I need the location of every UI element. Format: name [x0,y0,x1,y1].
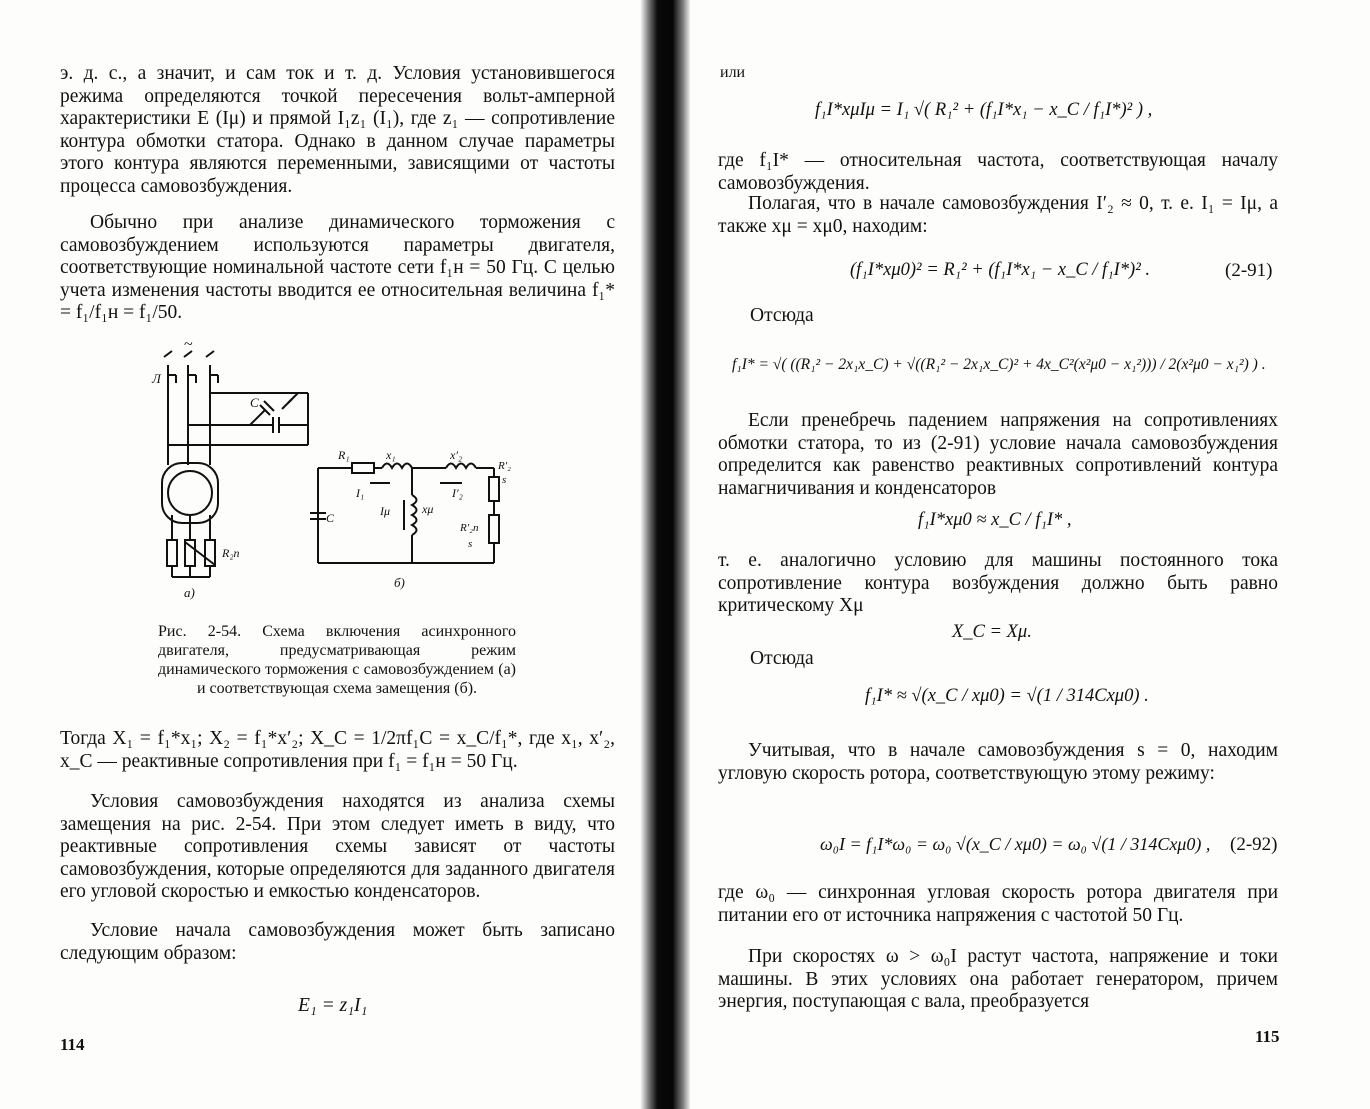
formula-4: f₁I*xμ0 ≈ x_C / f₁I* , [918,510,1072,530]
formula-5: X_C = Xμ. [952,622,1032,642]
left-page [0,0,640,1109]
supply-tilde: ~ [184,336,193,353]
label-b: б) [394,575,405,590]
right-paragraph-2: Полагая, что в начале самовозбуждения I′₂ ≈ 0, т. е. I₁ = Iμ, а также xμ = xμ0, находим: [718,193,1278,237]
formula-3: f₁I* = √( ((R₁² − 2x₁x_C) + √((R₁² − 2x₁x_C)² + 4x_C²(x²μ0 − x₁²))) / 2(x²μ0 − x₁²) ) . [732,356,1266,373]
left-paragraph-5: Условие начала самовозбуждения может быть записано следующим образом: [60,920,615,964]
left-paragraph-2: Обычно при анализе динамического торможения с самовозбуждением используются параметры двигателя, соответствующие номинальной частоте сети f₁н = 50 Гц. С целью учета изменения частоты вводится ее относительная величина f₁* = f₁/f₁н = f₁/50. [60,212,615,323]
right-paragraph-5: Учитывая, что в начале самовозбуждения s = 0, находим угловую скорость ротора, соответствующую этому режиму: [718,740,1278,784]
page-number-right: 115 [1255,1027,1280,1046]
right-paragraph-3: Если пренебречь падением напряжения на сопротивлениях обмотки статора, то из (2-91) условие начала самовозбуждения определится как равенство реактивных сопротивлений контура намагничивания и конденсаторов [718,410,1278,499]
label-xmu: xμ [422,502,434,516]
book-spine [640,0,690,1109]
otsyuda-2: Отсюда [750,648,814,669]
equation-number-2-92: (2-92) [1230,834,1278,855]
right-paragraph-4: т. е. аналогично условию для машины постоянного тока сопротивление контура возбуждения должно быть равно критическому Xμ [718,550,1278,616]
formula-e1: E₁ = z₁I₁ [298,995,368,1016]
circuit-figure [140,335,520,600]
label-x1: x₁ [386,448,396,462]
label-x2: x′₂ [450,448,463,462]
right-page [690,0,1370,1109]
label-r2-num: R′₂ [498,460,511,472]
label-i1: I₁ [356,486,365,500]
label-i2: I′₂ [452,486,463,500]
label-r2p: R₂п [222,546,240,560]
label-c2: C [326,511,335,525]
right-paragraph-1: где f₁I* — относительная частота, соответствующая началу самовозбуждения. [718,150,1278,194]
right-paragraph-7: При скоростях ω > ω₀I растут частота, напряжение и токи машины. В этих условиях она работает генератором, причем энергия, поступающая с вала, преобразуется [718,946,1278,1012]
equation-number-2-91: (2-91) [1225,260,1273,281]
left-paragraph-3: Тогда X₁ = f₁*x₁; X₂ = f₁*x′₂; X_C = 1/2πf₁C = x_C/f₁*, где x₁, x′₂, x_C — реактивные сопротивления при f₁ = f₁н = 50 Гц. [60,728,615,772]
label-l: Л [152,371,161,386]
label-imu: Iμ [380,504,391,518]
label-r2-den: s [502,474,507,486]
otsyuda-1: Отсюда [750,305,814,326]
label-r2ps-den: s [468,538,473,550]
right-paragraph-6: где ω₀ — синхронная угловая скорость ротора двигателя при питании его от источника напряжения с частотой 50 Гц. [718,882,1278,926]
formula-7: ω₀I = f₁I*ω₀ = ω₀ √(x_C / xμ0) = ω₀ √(1 / 314Cxμ0) , [820,834,1211,854]
formula-1: f₁I*xμIμ = I₁ √( R₁² + (f₁I*x₁ − x_C / f₁I*)² ) , [815,100,1153,120]
label-r1: R₁ [338,448,350,462]
figure-caption: Рис. 2-54. Схема включения асинхронного двигателя, предусматривающая режим динамического торможения с самовозбуждением (а) и соответствующая схема замещения (б). [158,623,516,697]
left-paragraph-4: Условия самовозбуждения находятся из анализа схемы замещения на рис. 2-54. При этом следует иметь в виду, что реактивные сопротивления схемы зависят от частоты самовозбуждения, которые определяются для заданного двигателя его угловой скоростью и емкостью конденсаторов. [60,791,615,902]
label-a: а) [184,585,195,600]
page-number-left: 114 [60,1035,85,1054]
label-r2ps-num: R′₂п [460,522,479,534]
left-paragraph-1: э. д. с., а значит, и сам ток и т. д. Условия установившегося режима определяются точкой пересечения вольт-амперной характеристики E (Iμ) и прямой I₁z₁ (I₁), где z₁ — сопротивление контура обмотки статора. Однако в данном случае параметры этого контура являются переменными, зависящими от частоты процесса самовозбуждения. [60,63,615,197]
formula-6: f₁I* ≈ √(x_C / xμ0) = √(1 / 314Cxμ0) . [865,686,1149,706]
label-c: C [250,395,259,410]
formula-2: (f₁I*xμ0)² = R₁² + (f₁I*x₁ − x_C / f₁I*)² . [850,260,1150,280]
word-ili: или [720,64,746,81]
